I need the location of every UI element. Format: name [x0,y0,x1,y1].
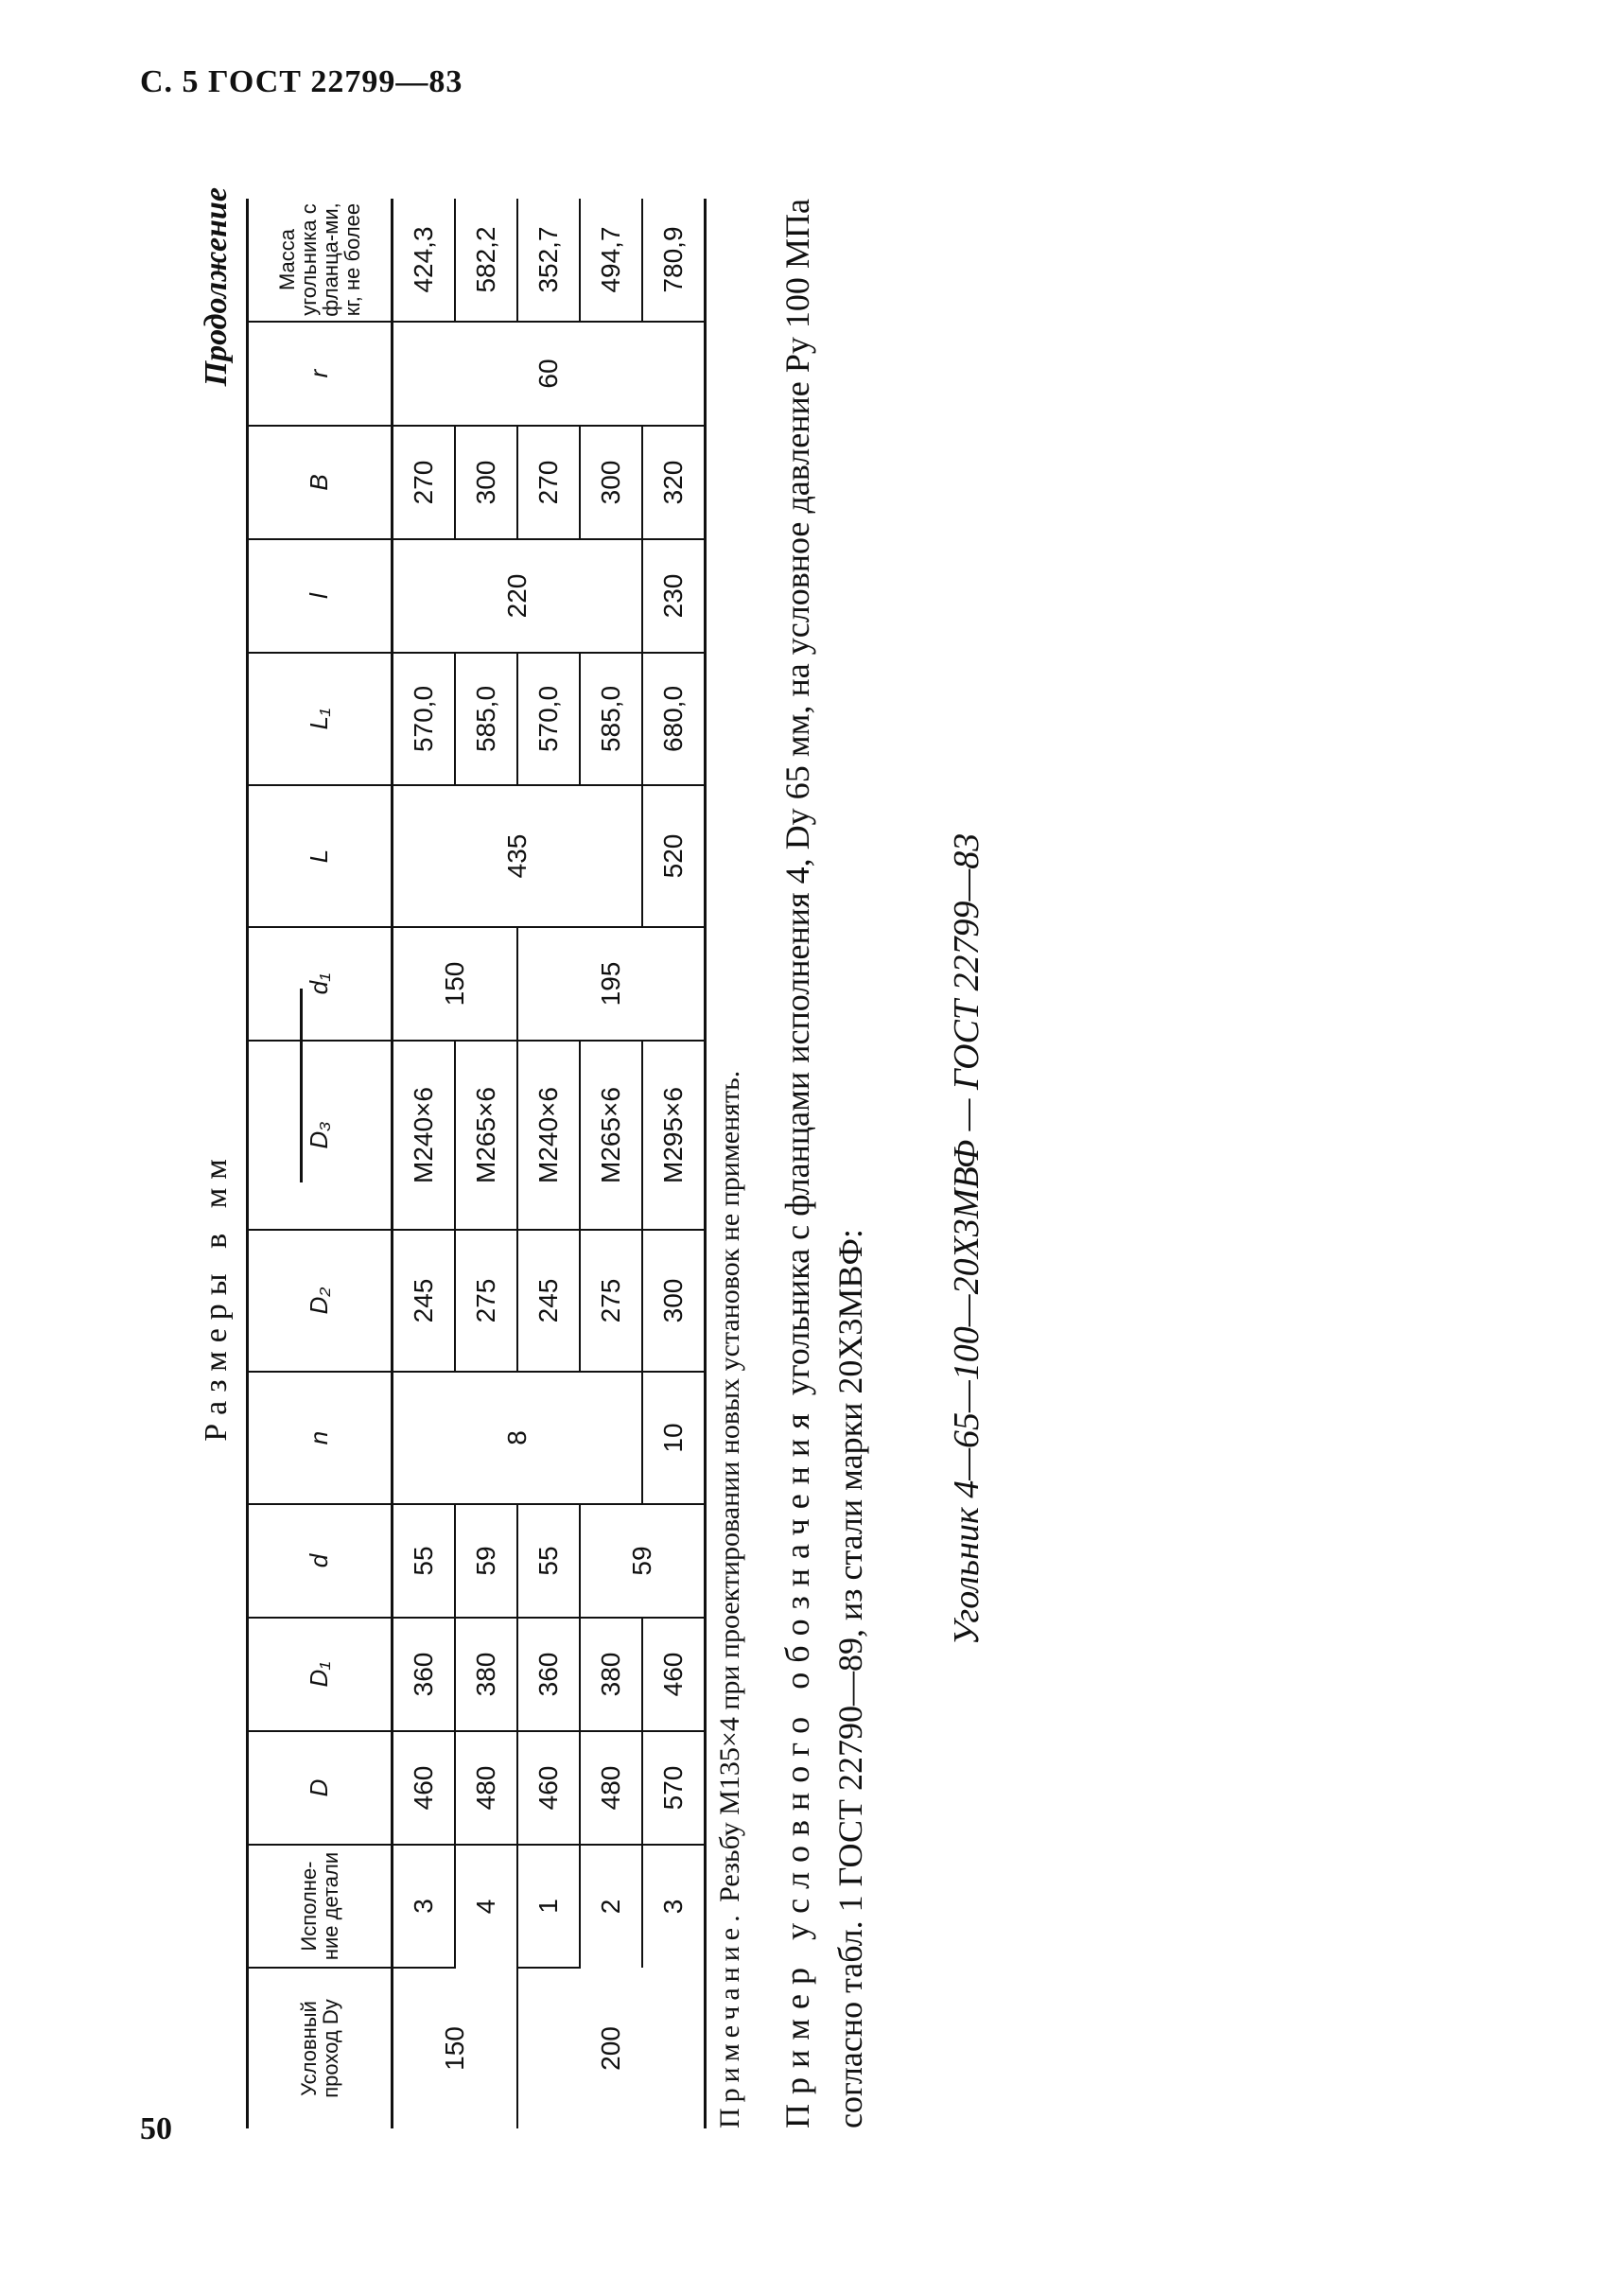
cell-d1: 150 [393,927,518,1041]
designation-example [771,199,877,2128]
cell-D: 480 [455,1731,517,1845]
cell-D1: 360 [517,1618,580,1731]
table-row [580,199,642,2128]
cell-isp: 4 [455,1845,517,1968]
cell-D2: 275 [455,1230,517,1372]
continuation-label: Продолжение [199,187,234,387]
cell-L1: 585,0 [455,653,517,785]
cell-L1: 680,0 [642,653,706,785]
col-header-d1: d₁ [248,927,393,1041]
cell-B: 300 [455,426,517,539]
table-header-row [248,199,393,2128]
table-note [714,199,746,2128]
cell-r: 60 [393,322,706,426]
table-row [393,199,456,2128]
col-header-isp: Исполне-ние детали [248,1845,393,1968]
cell-mass: 424,3 [393,199,456,322]
cell-d: 55 [517,1504,580,1618]
col-header-l: l [248,539,393,653]
note-text: Резьбу М135×4 при проектировании новых установок не применять. [714,1070,745,1902]
cell-L1: 585,0 [580,653,642,785]
cell-d: 59 [580,1504,706,1618]
col-header-d: d [248,1504,393,1618]
cell-mass: 582,2 [455,199,517,322]
cell-L: 435 [393,785,643,927]
cell-mass: 352,7 [517,199,580,322]
cell-isp: 3 [393,1845,456,1968]
table-row [642,199,706,2128]
col-header-D3: D₃ [248,1041,393,1230]
col-header-D1: D₁ [248,1618,393,1731]
col-header-L1: L₁ [248,653,393,785]
page-number: 50 [140,2111,172,2146]
col-header-D: D [248,1731,393,1845]
cell-D: 570 [642,1731,706,1845]
separator-rule [300,989,303,1182]
cell-d: 59 [455,1504,517,1618]
example-lead: Пример условного обозначения [778,1404,816,2128]
cell-B: 270 [393,426,456,539]
cell-dy-150: 150 [440,2026,469,2071]
cell-D3: М265×6 [580,1041,642,1230]
col-header-n: n [248,1372,393,1504]
cell-isp: 3 [642,1845,706,1968]
cell-D: 460 [517,1731,580,1845]
cell-D1: 360 [393,1618,456,1731]
cell-D2: 245 [393,1230,456,1372]
cell-D3: М295×6 [642,1041,706,1230]
cell-d1: 195 [517,927,706,1041]
cell-l: 230 [642,539,706,653]
cell-L1: 570,0 [517,653,580,785]
page-header: С. 5 ГОСТ 22799—83 [140,64,463,99]
cell-mass: 494,7 [580,199,642,322]
cell-D2: 275 [580,1230,642,1372]
rotated-content [199,170,1040,2128]
cell-mass: 780,9 [642,199,706,322]
cell-D2: 300 [642,1230,706,1372]
cell-D3: М240×6 [517,1041,580,1230]
example-text: угольника с фланцами исполнения 4, Dу 65 мм, на условное давление Pу 100 МПа согласно табл. 1 ГОСТ 22790—89, из стали марки 20Х3МВФ: [778,199,869,2128]
cell-dy-200: 200 [517,1968,706,2128]
cell-B: 300 [580,426,642,539]
cell-L1: 570,0 [393,653,456,785]
col-header-mass: Масса угольника с фланца-ми, кг, не более [248,199,393,322]
cell-D3: М265×6 [455,1041,517,1230]
col-header-r: r [248,322,393,426]
cell-D2: 245 [517,1230,580,1372]
cell-D: 480 [580,1731,642,1845]
cell-D: 460 [393,1731,456,1845]
table-row [517,199,580,2128]
col-header-L: L [248,785,393,927]
cell-D1: 460 [642,1618,706,1731]
col-header-D2: D₂ [248,1230,393,1372]
cell-B: 270 [517,426,580,539]
cell-D1: 380 [455,1618,517,1731]
cell-l: 220 [393,539,643,653]
cell-B: 320 [642,426,706,539]
cell-n: 10 [642,1372,706,1504]
cell-D1: 380 [580,1618,642,1731]
col-header-B: B [248,426,393,539]
cell-isp: 1 [517,1845,580,1968]
cell-L: 520 [642,785,706,927]
col-header-dy: Условный проход Dу [296,1999,342,2098]
table-row [455,199,517,2128]
designation-formula: Угольник 4—65—100—20Х3МВФ — ГОСТ 22799—83 [947,832,987,1646]
cell-D3: М240×6 [393,1041,456,1230]
note-label: Примечание. [714,1909,745,2128]
dimensions-table [246,199,707,2128]
cell-n: 8 [393,1372,643,1504]
cell-isp: 2 [580,1845,642,1968]
table-caption: Размеры в мм [199,1150,234,1442]
cell-d: 55 [393,1504,456,1618]
